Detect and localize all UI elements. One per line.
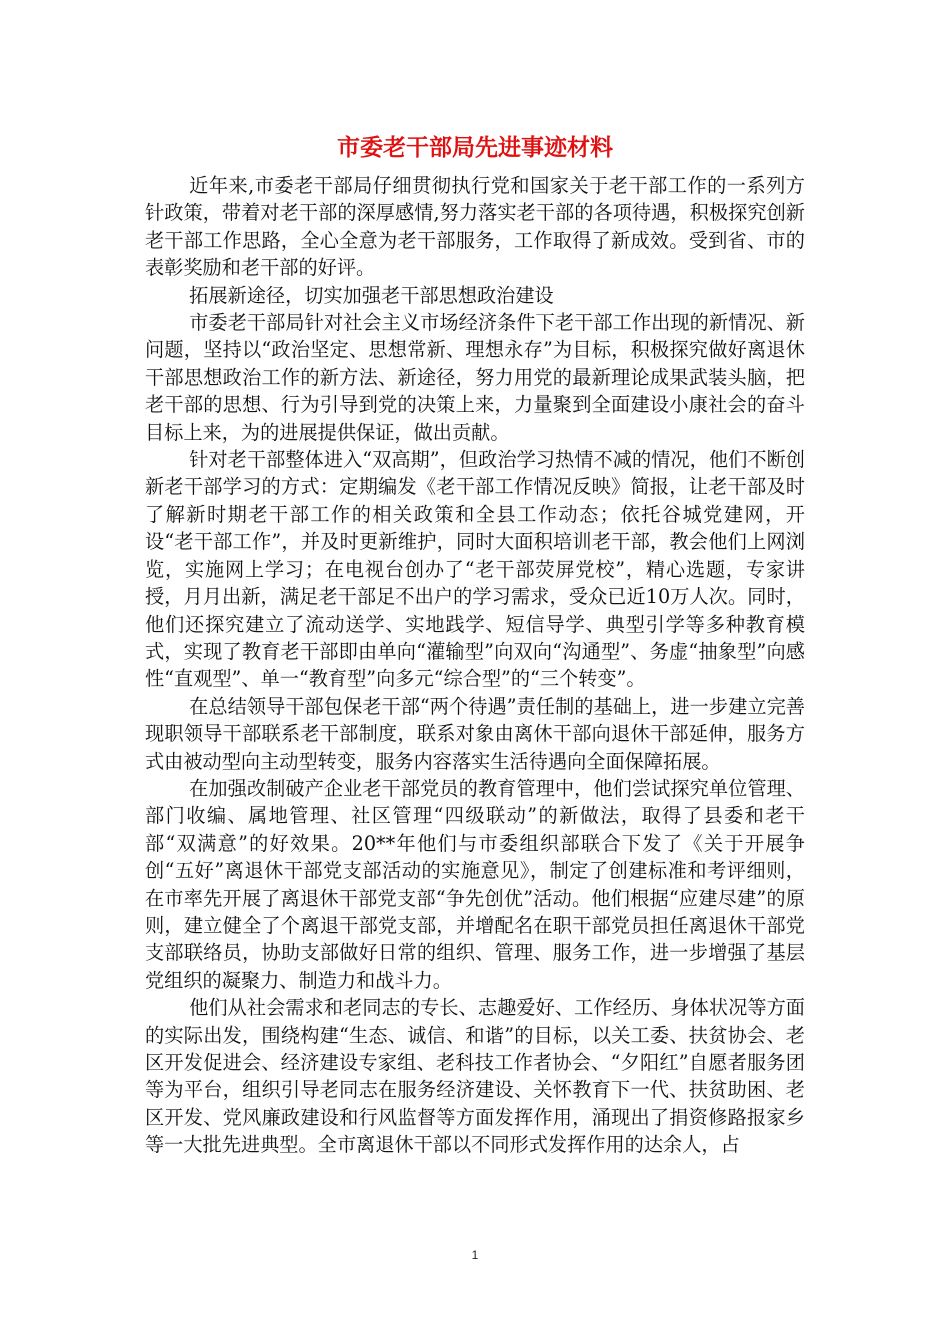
- paragraph: 在加强改制破产企业老干部党员的教育管理中，他们尝试探究单位管理、部门收编、属地管理、社区管理“四级联动”的新做法，取得了县委和老干部“双满意”的好效果。20**年他们与市委组织部联合下发了《关于开展争创“五好”离退休干部党支部活动的实施意见》，制定了创建标准和考评细则，在市率先开展了离退休干部党支部“争先创优”活动。他们根据“应建尽建”的原则，建立健全了个离退干部党支部，并增配名在职干部党员担任离退休干部党支部联络员，协助支部做好日常的组织、管理、服务工作，进一步增强了基层党组织的凝聚力、制造力和战斗力。: [145, 776, 805, 992]
- paragraph: 针对老干部整体进入“双高期”，但政治学习热情不减的情况，他们不断创新老干部学习的方式：定期编发《老干部工作情况反映》简报，让老干部及时了解新时期老干部工作的相关政策和全县工作动态；依托谷城党建网，开设“老干部工作”，并及时更新维护，同时大面积培训老干部，教会他们上网浏览，实施网上学习；在电视台创办了“老干部荧屏党校”，精心选题，专家讲授，月月出新，满足老干部足不出户的学习需求，受众已近10万人次。同时，他们还探究建立了流动送学、实地践学、短信导学、典型引学等多种教育模式，实现了教育老干部即由单向“灌输型”向双向“沟通型”、务虚“抽象型”向感性“直观型”、单一“教育型”向多元“综合型”的“三个转变”。: [145, 448, 805, 691]
- paragraph-intro: 近年来,市委老干部局仔细贯彻执行党和国家关于老干部工作的一系列方针政策，带着对老干部的深厚感情,努力落实老干部的各项待遇，积极探究创新老干部工作思路，全心全意为老干部服务，工作取得了新成效。受到省、市的表彰奖励和老干部的好评。: [145, 174, 805, 280]
- page-number: 1: [471, 1248, 479, 1262]
- paragraph: 在总结领导干部包保老干部“两个待遇”责任制的基础上，进一步建立完善现职领导干部联系老干部制度，联系对象由离休干部向退休干部延伸，服务方式由被动型向主动型转变，服务内容落实生活待遇向全面保障拓展。: [145, 694, 805, 773]
- document-title: 市委老干部局先进事迹材料: [337, 135, 613, 161]
- paragraph: 市委老干部局针对社会主义市场经济条件下老干部工作出现的新情况、新问题，坚持以“政治坚定、思想常新、理想永存”为目标，积极探究做好离退休干部思想政治工作的新方法、新途径，努力用党的最新理论成果武装头脑，把老干部的思想、行为引导到党的决策上来，力量聚到全面建设小康社会的奋斗目标上来，为的进展提供保证，做出贡献。: [145, 311, 805, 444]
- paragraph: 他们从社会需求和老同志的专长、志趣爱好、工作经历、身体状况等方面的实际出发，围绕构建“生态、诚信、和谐”的目标，以关工委、扶贫协会、老区开发促进会、经济建设专家组、老科技工作者协会、“夕阳红”自愿者服务团等为平台，组织引导老同志在服务经济建设、关怀教育下一代、扶贫助困、老区开发、党风廉政建设和行风监督等方面发挥作用，涌现出了捐资修路报家乡等一大批先进典型。全市离退休干部以不同形式发挥作用的达余人，占: [145, 996, 805, 1157]
- document-body: [145, 172, 805, 1159]
- section-heading: 拓展新途径，切实加强老干部思想政治建设: [189, 283, 554, 307]
